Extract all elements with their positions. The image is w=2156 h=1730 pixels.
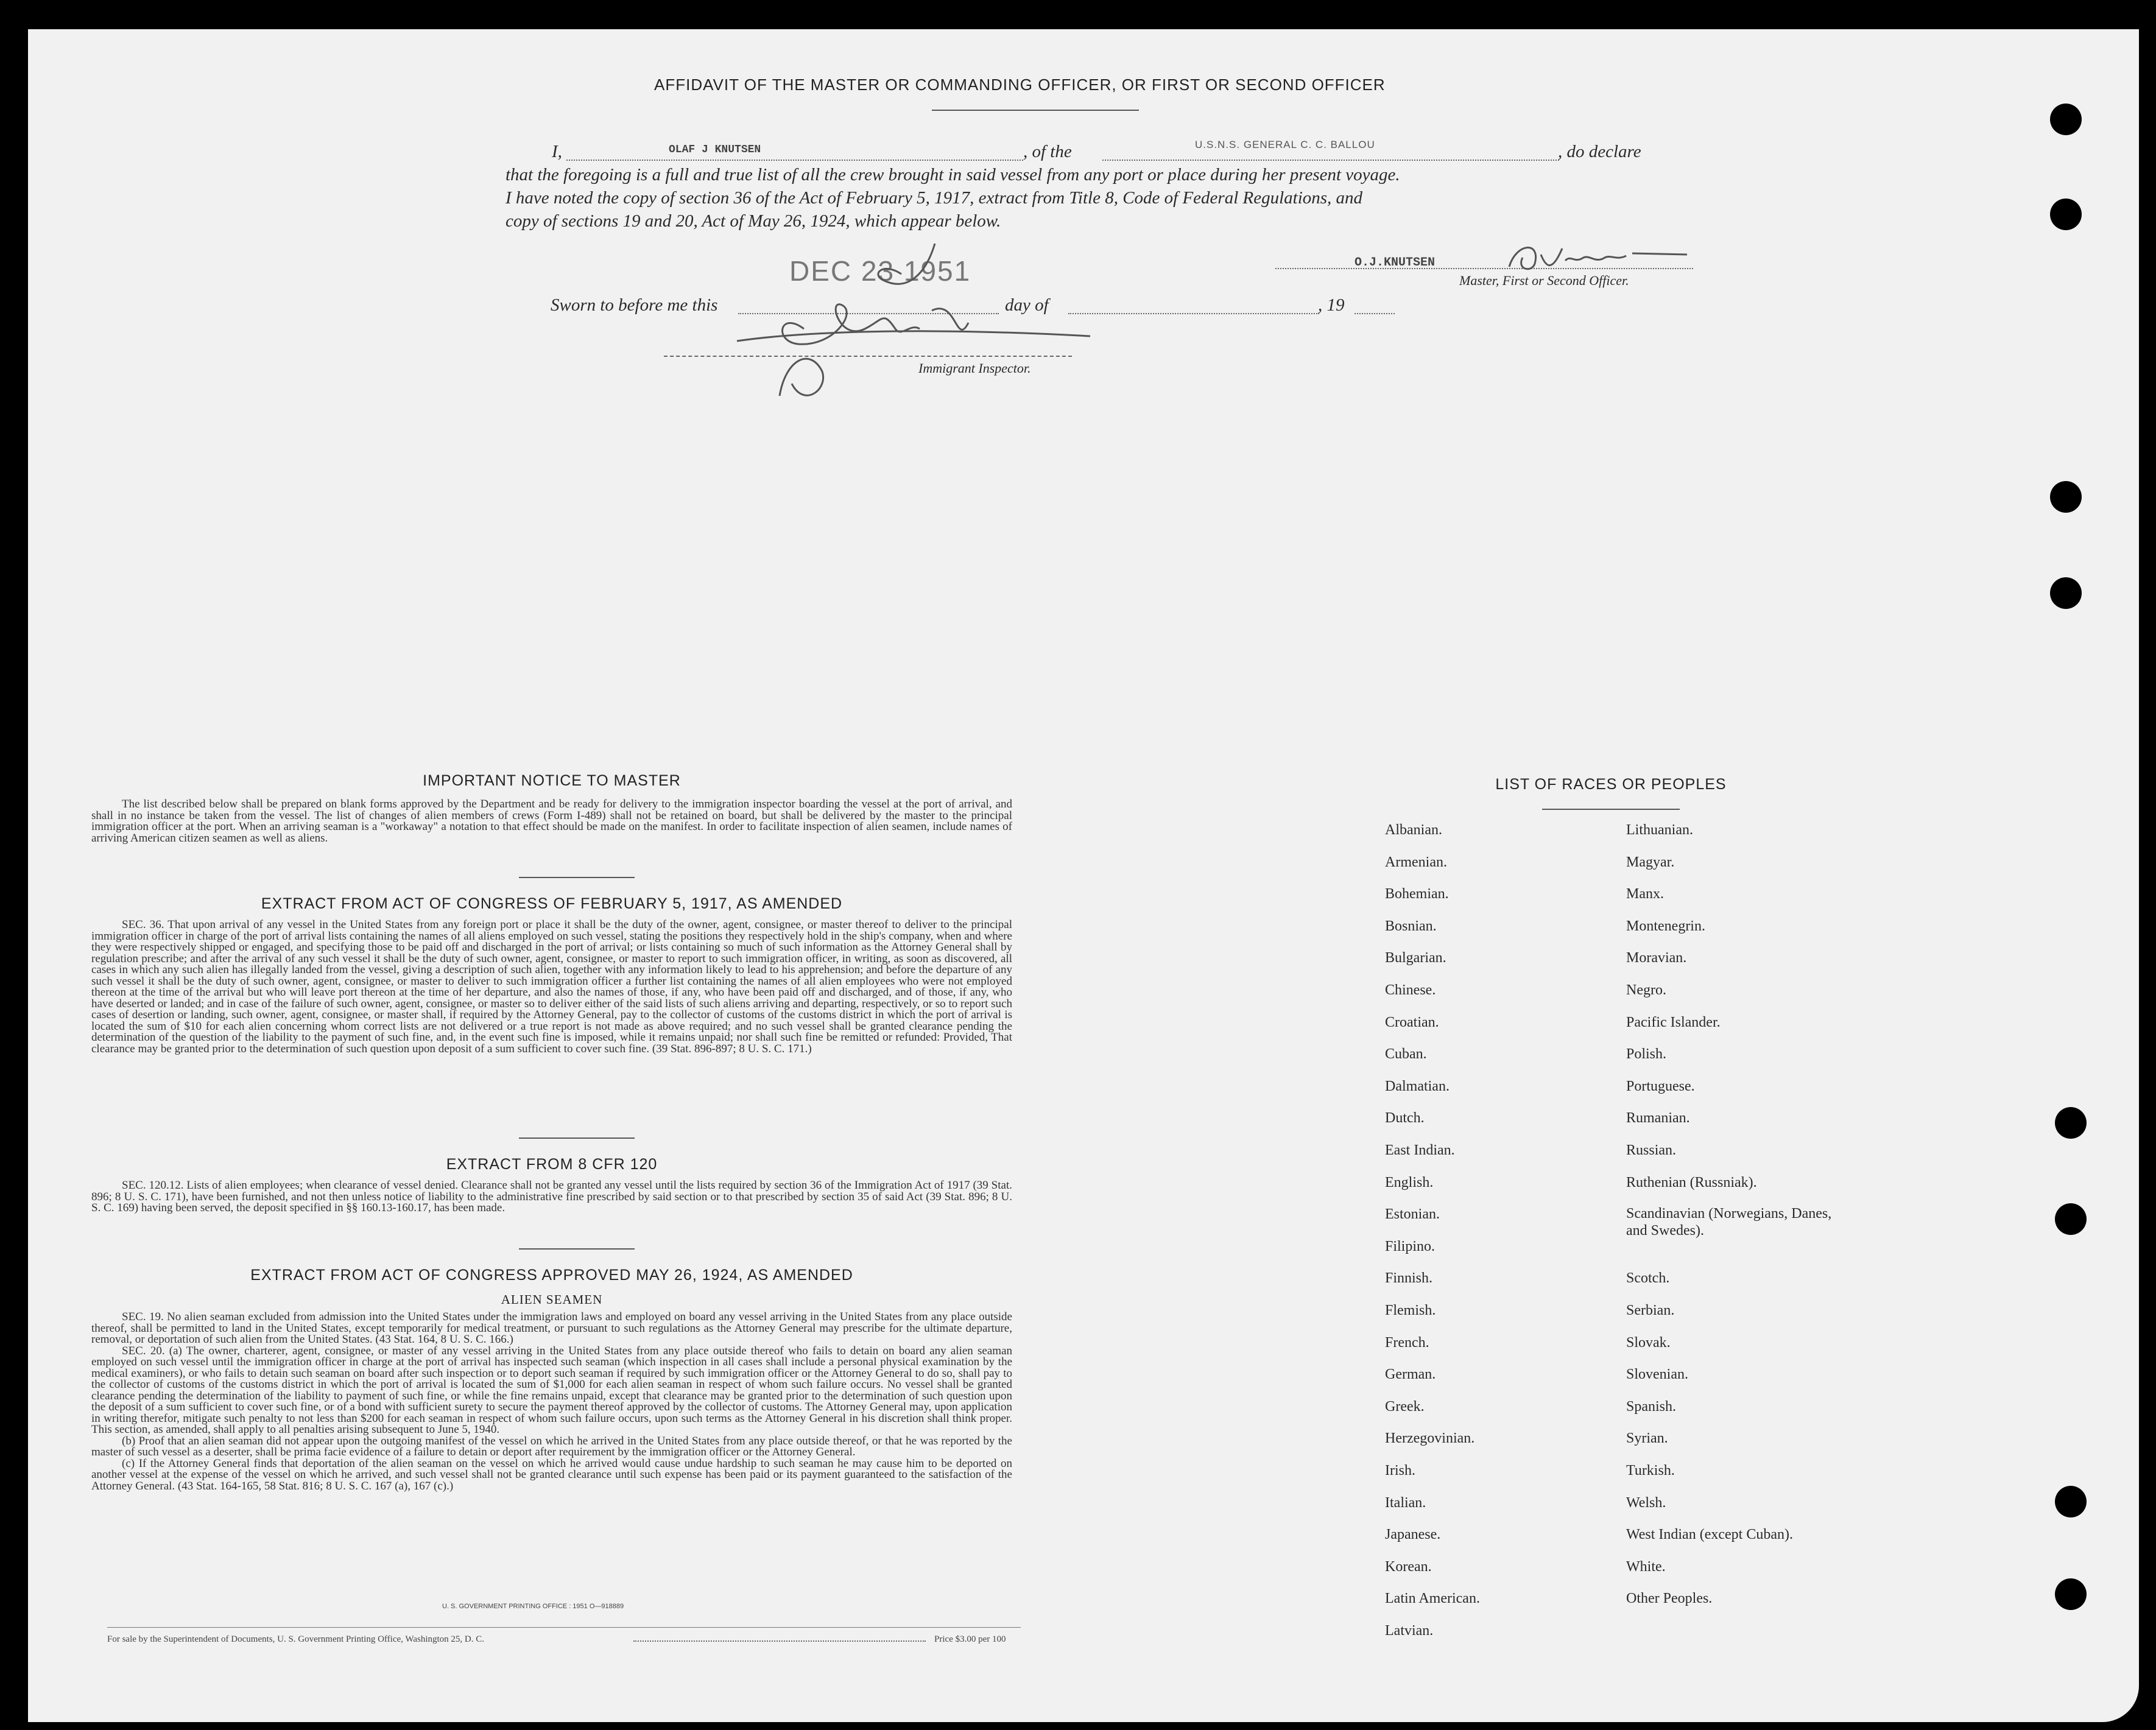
- race-list-item: Lithuanian.: [1626, 822, 1693, 838]
- race-list-item: Chinese.: [1385, 982, 1436, 998]
- section-20a-text: SEC. 20. (a) The owner, charterer, agent, consignee, or master of any vessel arriving in the United States from any place outside thereof who fails to detain on board any alien seaman employed on such vessel until the immigration officer in charge at the port of arrival has inspected such seaman (which inspection in all cases shall include a personal physical examination by the medical examiners), or who fails to detain such seaman on board after such inspection or to deport such seaman if required by such immigration officer or the Attorney General to do so, shall pay to the collector of customs of the customs district in which the port of arrival is located the sum of $1,000 for each alien seaman in respect of whom such failure occurs. No vessel shall be granted clearance pending the determination of the liability to payment of such fine, or while the fine remains unpaid, except that clearance may be granted prior to the determination of such question upon the deposit of a sum sufficient to cover such fine, or of a bond with sufficient surety to secure the payment thereof approved by the collector of customs. The Attorney General may, upon application in writing therefor, mitigate such penalty to not less than $200 for each seaman in respect of whom such failure occurs, upon such terms as the Attorney General in his discretion shall think proper. This section, as amended, shall apply to all penalties arising subsequent to June 5, 1940.: [91, 1344, 1012, 1436]
- race-list-item: Slovenian.: [1626, 1366, 1688, 1383]
- for-sale-note: For sale by the Superintendent of Documents, U. S. Government Printing Office, Washington 25, D. C.: [107, 1634, 484, 1644]
- race-list-item: Japanese.: [1385, 1527, 1441, 1543]
- race-list-item: Filipino.: [1385, 1238, 1436, 1254]
- i-label: I,: [552, 142, 562, 161]
- extract-1917-text: SEC. 36. That upon arrival of any vessel in the United States from any foreign port or place it shall be the duty of the owner, agent, consignee, or master thereof to deliver to the principal immigration officer in charge of the port of arrival lists containing the names of all aliens employed on such vessel, stating the positions they respectively hold in the ship's company, when and where they were respectively shipped or engaged, and specifying those to be paid off and discharged in the port of arrival; or lists containing so much of such information as the Attorney General shall by regulation prescribe; and after the arrival of any such vessel it shall be the duty of such owner, agent, consignee, or master to report to such immigration officer, in writing, as soon as discovered, all cases in which any such alien has illegally landed from the vessel, giving a description of such alien, together with any information likely to lead to his apprehension; and before the departure of any such vessel it shall be the duty of such owner, agent, consignee, or master to deliver to such immigration officer a further list containing the names of all alien employees who were not employed thereon at the time of the arrival but who will leave port thereon at the time of her departure, and also the names of those, if any, who have been paid off and discharged, and of those, if any, who have deserted or landed; and in case of the failure of such owner, agent, consignee, or master so to deliver either of the said lists of such aliens arriving and departing, respectively, or so to report such cases of desertion or landing, such owner, agent, consignee, or master shall, if required by the Attorney General, pay to the collector of customs of the customs district in which the port of arrival is located the sum of $10 for each alien concerning whom correct lists are not delivered or a true report is not made as above required; and no such vessel shall be granted clearance pending the determination of the question of the liability to the payment of such fine, and, in the event such fine is imposed, while it remains unpaid; nor shall such fine be remitted or refunded: Provided, That clearance may be granted prior to the determination of such question upon deposit of a sum sufficient to cover such fine. (39 Stat. 896-897; 8 U. S. C. 171.): [91, 918, 1012, 1055]
- race-list-item: Korean.: [1385, 1558, 1432, 1575]
- race-list-item: Bosnian.: [1385, 918, 1437, 934]
- race-list-item: Latin American.: [1385, 1591, 1480, 1607]
- footer-divider: [107, 1627, 1021, 1628]
- race-list-item: Syrian.: [1626, 1430, 1668, 1447]
- races-title: LIST OF RACES OR PEOPLES: [1495, 776, 1727, 793]
- year-label: , 19: [1318, 295, 1345, 315]
- race-list-item: Croatian.: [1385, 1014, 1439, 1030]
- extract-1924-subtitle: ALIEN SEAMEN: [501, 1292, 603, 1307]
- punch-hole: [2050, 481, 2082, 513]
- date-stamp: DEC 23 1951: [789, 255, 971, 287]
- race-list-item: Albanian.: [1385, 822, 1442, 838]
- notice-title: IMPORTANT NOTICE TO MASTER: [423, 772, 681, 789]
- section-20c-text: (c) If the Attorney General finds that deportation of the alien seaman on the vessel on which he arrived would cause undue hardship to such seaman he may cause him to be deported on another vessel at the expense of the vessel on which he arrived, and such vessel shall not be granted clearance until such expense has been paid or its payment guaranteed to the satisfaction of the Attorney General. (43 Stat. 164-165, 58 Stat. 816; 8 U. S. C. 167 (a), 167 (c).): [91, 1457, 1012, 1493]
- race-list-item: Scandinavian (Norwegians, Danes, and Swedes).: [1626, 1206, 1832, 1239]
- race-list-item: Slovak.: [1626, 1334, 1671, 1351]
- race-list-item: Latvian.: [1385, 1623, 1434, 1639]
- year-line: [1355, 313, 1395, 314]
- divider: [519, 1248, 635, 1250]
- affidavit-title: AFFIDAVIT OF THE MASTER OR COMMANDING OFFICER, OR FIRST OR SECOND OFFICER: [654, 76, 1386, 94]
- race-list-item: Bohemian.: [1385, 886, 1449, 902]
- gpo-imprint: U. S. GOVERNMENT PRINTING OFFICE : 1951 O—918889: [442, 1603, 624, 1610]
- footer-leader: [633, 1640, 926, 1642]
- race-list-item: Welsh.: [1626, 1494, 1666, 1511]
- declaration-line-2: that the foregoing is a full and true list of all the crew brought in said vessel from any port or place during her present voyage.: [506, 165, 1400, 185]
- inspector-signature: [700, 237, 1102, 420]
- punch-hole: [2050, 199, 2082, 230]
- race-list-item: Ruthenian (Russniak).: [1626, 1174, 1757, 1190]
- divider: [932, 110, 1139, 111]
- race-list-item: Bulgarian.: [1385, 950, 1446, 966]
- day-of-label: day of: [1005, 295, 1049, 315]
- master-typed-name: O.J.KNUTSEN: [1355, 256, 1436, 270]
- punch-hole: [2055, 1107, 2087, 1139]
- extract-1917-title: EXTRACT FROM ACT OF CONGRESS OF FEBRUARY 5, 1917, AS AMENDED: [261, 895, 843, 912]
- race-list-item: French.: [1385, 1334, 1429, 1351]
- extract-cfr-title: EXTRACT FROM 8 CFR 120: [446, 1156, 658, 1173]
- race-list-item: Rumanian.: [1626, 1110, 1690, 1127]
- divider: [1542, 809, 1680, 810]
- punch-hole: [2055, 1203, 2087, 1235]
- race-list-item: Negro.: [1626, 982, 1666, 998]
- notice-text: The list described below shall be prepared on blank forms approved by the Department and be ready for delivery to the immigration inspector boarding the vessel at the port of arrival, and shall in no instance be taken from the vessel. The list of changes of alien members of crews (Form I-489) shall not be retained on board, but shall be delivered by the master to the principal immigration officer at the port. When an arriving seaman is a "workaway" a notation to that effect should be made on the manifest. In order to facilitate inspection of alien seamen, include names of arriving American citizen seamen as well as aliens.: [91, 798, 1012, 845]
- race-list-item: Manx.: [1626, 886, 1664, 902]
- race-list-item: Estonian.: [1385, 1206, 1440, 1223]
- punch-hole: [2055, 1578, 2087, 1610]
- price-note: Price $3.00 per 100: [934, 1634, 1006, 1644]
- punch-hole: [2050, 577, 2082, 609]
- inspector-caption: Immigrant Inspector.: [918, 360, 1031, 376]
- race-list-item: Polish.: [1626, 1046, 1667, 1063]
- race-list-item: Finnish.: [1385, 1270, 1433, 1287]
- race-list-item: German.: [1385, 1366, 1436, 1383]
- race-list-item: Serbian.: [1626, 1303, 1675, 1318]
- vessel-name: U.S.N.S. GENERAL C. C. BALLOU: [1195, 139, 1375, 150]
- race-list-item: Armenian.: [1385, 854, 1447, 870]
- master-caption: Master, First or Second Officer.: [1459, 273, 1629, 288]
- punch-hole: [2055, 1486, 2087, 1517]
- race-list-item: Cuban.: [1385, 1046, 1427, 1063]
- race-list-item: Irish.: [1385, 1463, 1415, 1479]
- divider: [519, 1138, 635, 1139]
- race-list-item: West Indian (except Cuban).: [1626, 1527, 1793, 1543]
- race-list-item: Greek.: [1385, 1398, 1425, 1415]
- vessel-name-line: [1102, 160, 1559, 161]
- race-list-item: Dutch.: [1385, 1110, 1425, 1127]
- race-list-item: English.: [1385, 1174, 1434, 1190]
- race-list-item: Magyar.: [1626, 854, 1675, 870]
- declaration-line-4: copy of sections 19 and 20, Act of May 26, 1924, which appear below.: [506, 211, 1001, 231]
- race-list-item: Dalmatian.: [1385, 1078, 1450, 1094]
- race-list-item: Flemish.: [1385, 1303, 1436, 1318]
- race-list-item: Pacific Islander.: [1626, 1014, 1721, 1030]
- officer-name-line: [566, 160, 1023, 161]
- race-list-item: Portuguese.: [1626, 1078, 1695, 1094]
- race-list-item: Spanish.: [1626, 1398, 1677, 1415]
- race-list-item: White.: [1626, 1558, 1666, 1575]
- divider: [519, 877, 635, 878]
- race-list-item: Other Peoples.: [1626, 1591, 1713, 1607]
- race-list-item: East Indian.: [1385, 1142, 1455, 1158]
- race-list-item: Scotch.: [1626, 1270, 1670, 1287]
- officer-name: OLAF J KNUTSEN: [669, 144, 761, 156]
- extract-1924-title: EXTRACT FROM ACT OF CONGRESS APPROVED MAY 26, 1924, AS AMENDED: [250, 1267, 853, 1284]
- of-the-label: , of the: [1023, 142, 1072, 161]
- section-20b-text: (b) Proof that an alien seaman did not appear upon the outgoing manifest of the vessel on which he arrived in the United States from any place outside thereof, or that he was reported by the master of such vessel as a deserter, shall be prima facie evidence of a failure to detain or deport after requirement by the immigration officer or the Attorney General.: [91, 1434, 1012, 1458]
- section-19-text: SEC. 19. No alien seaman excluded from admission into the United States under the immigration laws and employed on board any vessel arriving in the United States from any place outside thereof, shall be permitted to land in the United States, except temporarily for medical treatment, or pursuant to such regulations as the Attorney General may prescribe for the ultimate departure, removal, or deportation of such alien from the United States. (43 Stat. 164, 8 U. S. C. 166.): [91, 1310, 1012, 1346]
- race-list-item: Montenegrin.: [1626, 918, 1705, 934]
- extract-cfr-text: SEC. 120.12. Lists of alien employees; when clearance of vessel denied. Clearance shall not be granted any vessel until the lists required by section 36 of the Immigration Act of 1917 (39 Stat. 896; 8 U. S. C. 171), have been furnished, and not then unless notice of liability to the administrative fine prescribed by said section or to that prescribed by section 35 of said Act (39 Stat. 896; 8 U. S. C. 169) having been served, the deposit specified in §§ 160.13-160.17, has been made.: [91, 1179, 1012, 1214]
- race-list-item: Russian.: [1626, 1142, 1677, 1158]
- race-list-item: Herzegovinian.: [1385, 1430, 1475, 1447]
- declaration-line-3: I have noted the copy of section 36 of the Act of February 5, 1917, extract from Title 8, Code of Federal Regulations, and: [506, 188, 1363, 208]
- race-list-item: Italian.: [1385, 1494, 1426, 1511]
- sworn-month-line: [1068, 313, 1319, 314]
- race-list-item: Moravian.: [1626, 950, 1687, 966]
- punch-hole: [2050, 104, 2082, 135]
- sworn-label: Sworn to before me this: [551, 295, 718, 315]
- do-declare-label: , do declare: [1558, 142, 1641, 161]
- extract-1924-body: [91, 1312, 1012, 1492]
- race-list-item: Turkish.: [1626, 1463, 1675, 1479]
